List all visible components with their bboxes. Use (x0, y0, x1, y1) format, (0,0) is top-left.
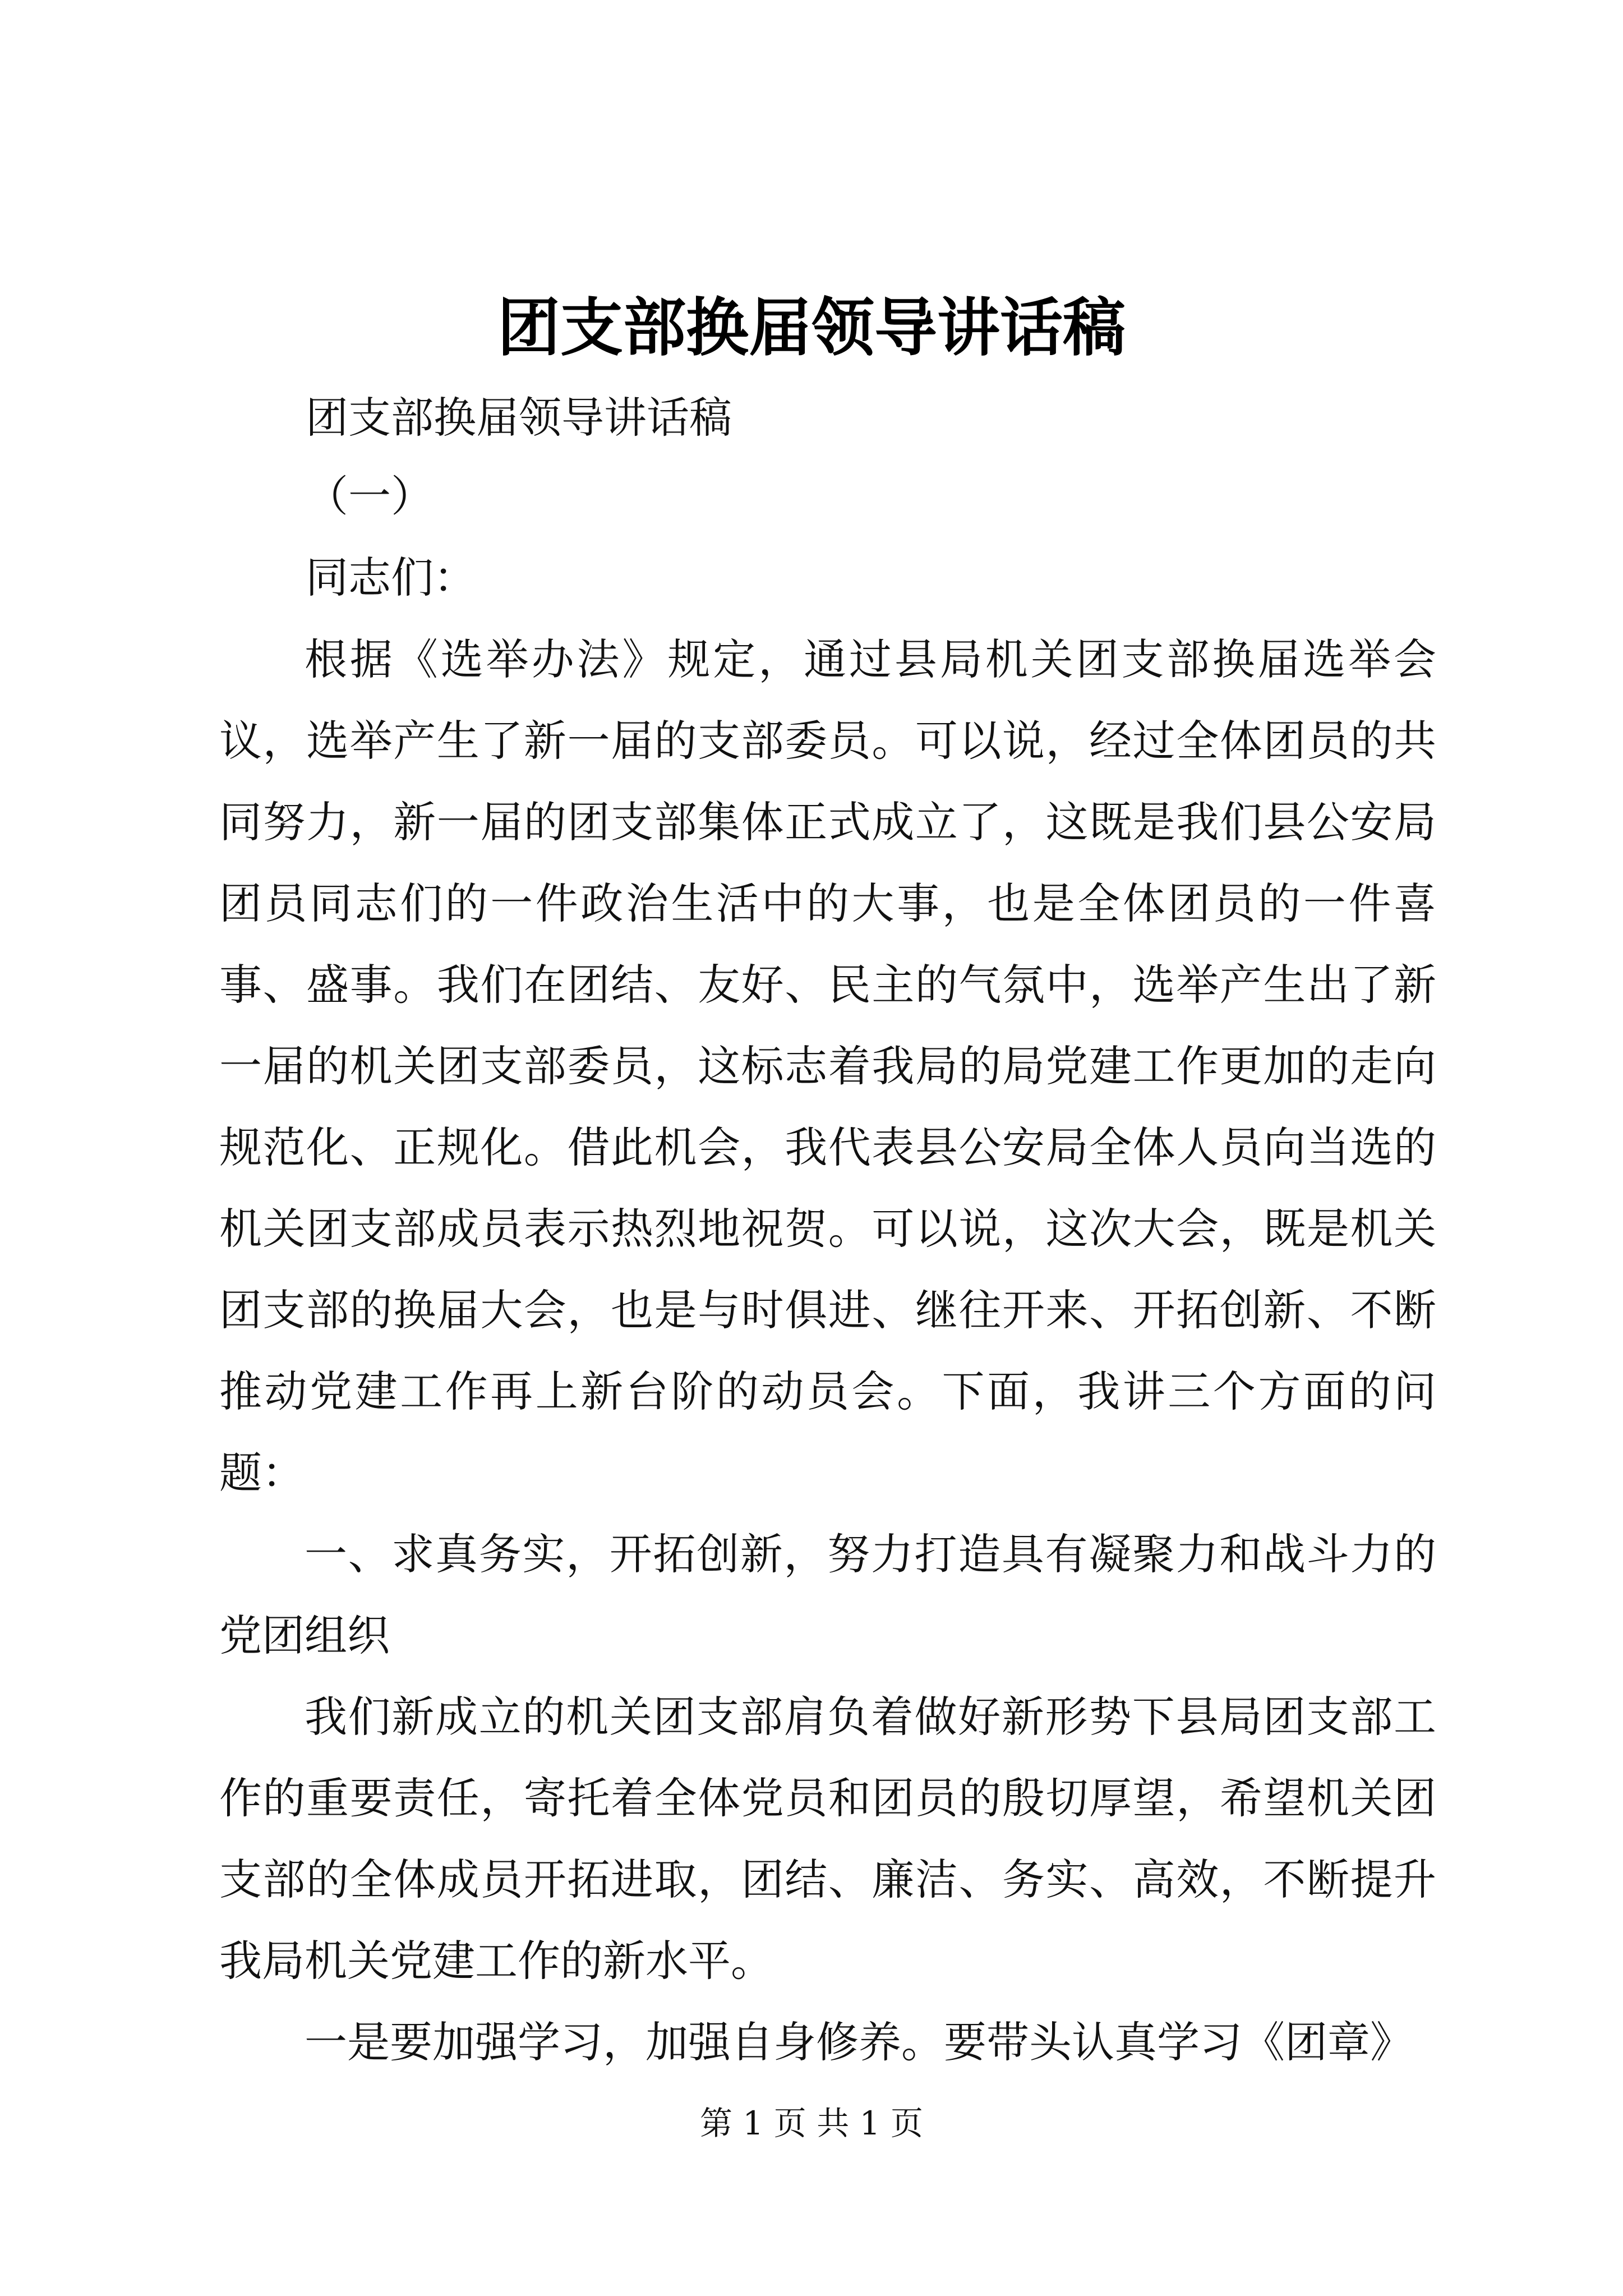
body-paragraph-2: 我们新成立的机关团支部肩负着做好新形势下县局团支部工作的重要责任，寄托着全体党员和团员的殷切厚望，希望机关团支部的全体成员开拓进取，团结、廉洁、务实、高效，不断提升我局机关党建工作的新水平。 (219, 1692, 1436, 1986)
section-mark: （一） (306, 471, 434, 521)
document-body (219, 619, 1436, 2083)
salutation: 同志们： (306, 553, 476, 602)
document-subtitle: 团支部换届领导讲话稿 (306, 393, 732, 443)
body-paragraph-3: 一是要加强学习，加强自身修养。要带头认真学习《团章》 (305, 2017, 1413, 2067)
document-title: 团支部换届领导讲话稿 (497, 291, 1126, 365)
section-heading-1: 一、求真务实，开拓创新，努力打造具有凝聚力和战斗力的党团组织 (219, 1529, 1436, 1660)
body-paragraph-1: 根据《选举办法》规定，通过县局机关团支部换届选举会议，选举产生了新一届的支部委员。可以说，经过全体团员的共同努力，新一届的团支部集体正式成立了，这既是我们县公安局团员同志们的一件政治生活中的大事，也是全体团员的一件喜事、盛事。我们在团结、友好、民主的气氛中，选举产生出了新一届的机关团支部委员，这标志着我局的局党建工作更加的走向规范化、正规化。借此机会，我代表县公安局全体人员向当选的机关团支部成员表示热烈地祝贺。可以说，这次大会，既是机关团支部的换届大会，也是与时俱进、继往开来、开拓创新、不断推动党建工作再上新台阶的动员会。下面，我讲三个方面的问题： (219, 634, 1436, 1498)
page-footer: 第 1 页 共 1 页 (700, 2104, 923, 2142)
